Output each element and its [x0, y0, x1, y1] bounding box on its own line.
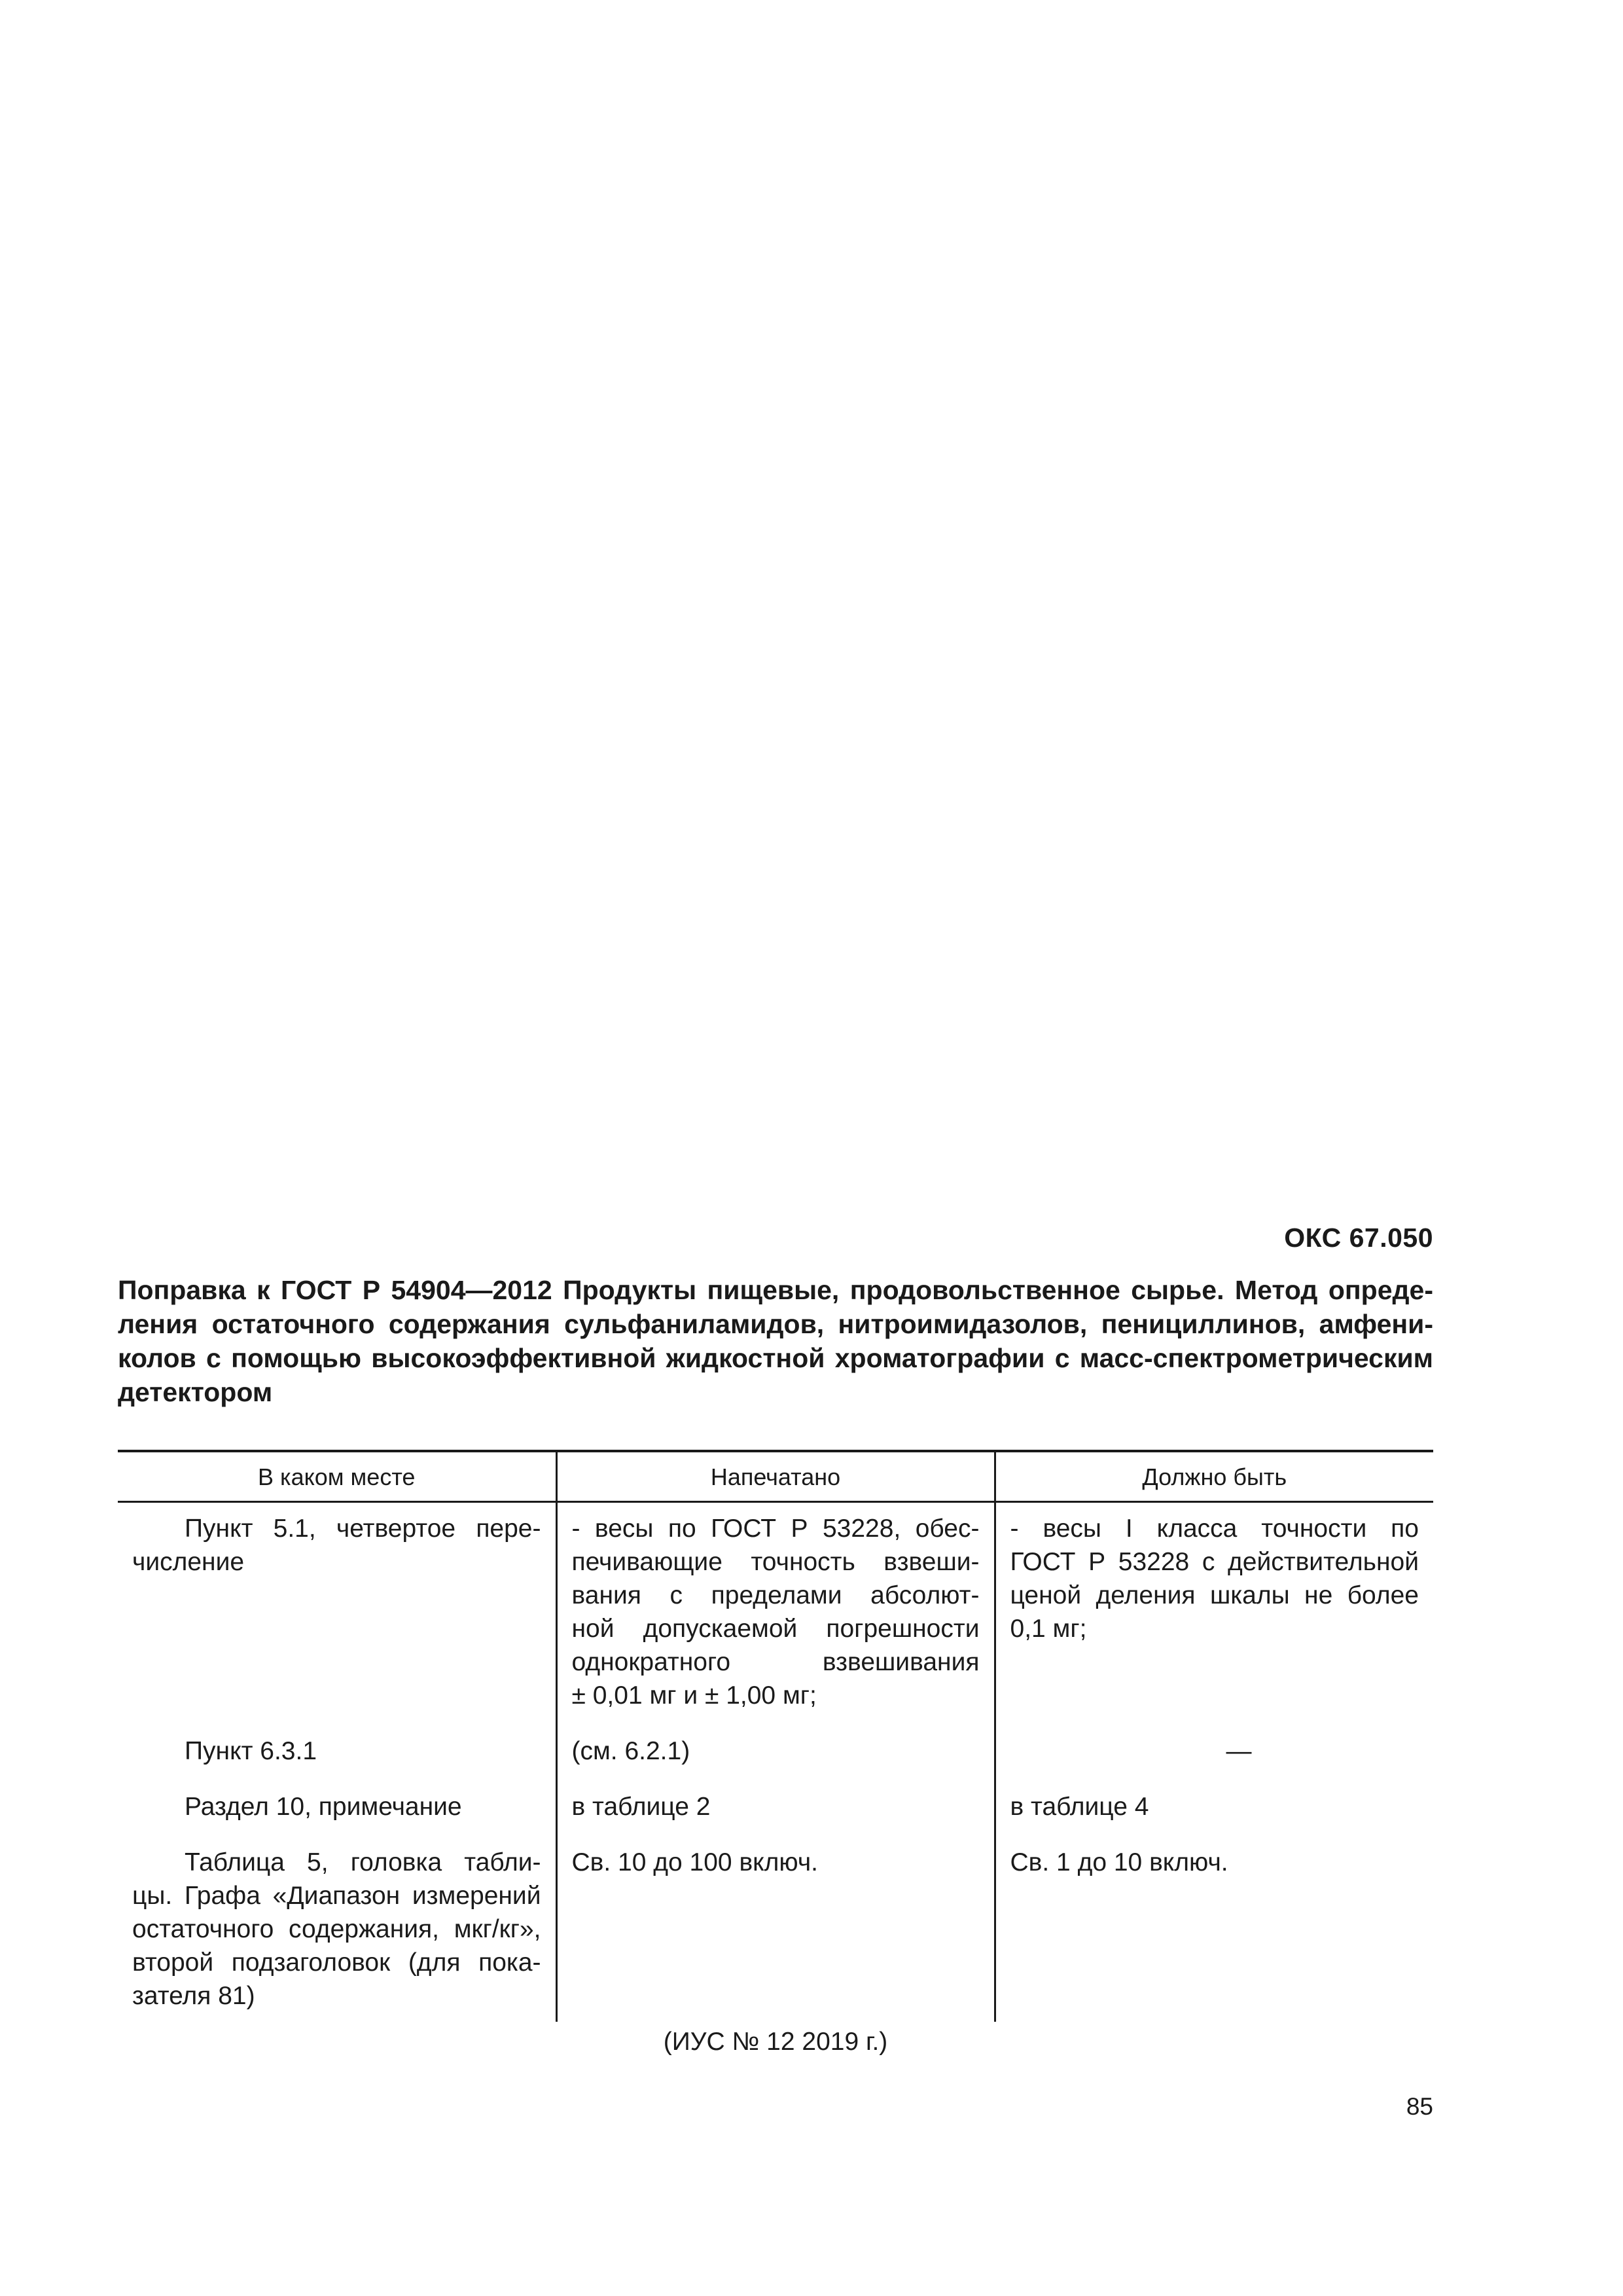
cell-should-be	[995, 1502, 1433, 1727]
cell-line: Св. 1 до 10 включ.	[1010, 1848, 1228, 1876]
cell-line: в таблице 2	[571, 1793, 711, 1821]
title-line: детектором	[118, 1377, 273, 1407]
correction-table	[118, 1450, 1433, 2022]
cell-line: (см. 6.2.1)	[571, 1737, 690, 1765]
cell-line: 0,1 мг;	[1010, 1615, 1087, 1643]
cell-line: ± 0,01 мг и ± 1,00 мг;	[571, 1681, 817, 1710]
cell-line: в таблице 4	[1010, 1793, 1149, 1821]
column-header-should-be: Должно быть	[995, 1451, 1433, 1502]
cell-line: ценой деления шкалы не более	[1010, 1581, 1419, 1609]
table-row	[118, 1727, 1433, 1782]
page-number: 85	[1406, 2093, 1433, 2120]
cell-place	[118, 1838, 556, 2022]
cell-line: печивающие точность взвеши-	[571, 1548, 980, 1576]
cell-line: Св. 10 до 100 включ.	[571, 1848, 818, 1876]
cell-printed	[556, 1502, 995, 1727]
cell-line: Раздел 10, примечание	[185, 1793, 462, 1821]
cell-line: - весы по ГОСТ Р 53228, обес-	[571, 1515, 980, 1543]
cell-should-be	[995, 1838, 1433, 2022]
column-header-printed: Напечатано	[556, 1451, 995, 1502]
column-header-place: В каком месте	[118, 1451, 556, 1502]
table-header-row	[118, 1451, 1433, 1502]
cell-line: Пункт 6.3.1	[185, 1737, 317, 1765]
oks-code: ОКС 67.050	[1284, 1223, 1433, 1253]
cell-line: - весы I класса точности по	[1010, 1515, 1419, 1543]
cell-line: Таблица 5, головка табли-	[185, 1848, 541, 1876]
cell-should-be	[995, 1727, 1433, 1782]
cell-place	[118, 1782, 556, 1838]
cell-line: второй подзаголовок (для пока-	[132, 1948, 541, 1977]
cell-line: однократного взвешивания	[571, 1648, 980, 1676]
title-line: ления остаточного содержания сульфаниламидов, нитроимидазолов, пенициллинов, амфени-	[118, 1309, 1433, 1339]
table-row	[118, 1782, 1433, 1838]
cell-place	[118, 1502, 556, 1727]
table-row	[118, 1838, 1433, 2022]
cell-line: ной допускаемой погрешности	[571, 1615, 980, 1643]
document-title	[118, 1273, 1433, 1409]
cell-line: ГОСТ Р 53228 с действительной	[1010, 1548, 1419, 1576]
cell-line: остаточного содержания, мкг/кг»,	[132, 1915, 541, 1943]
cell-should-be	[995, 1782, 1433, 1838]
title-line: колов с помощью высокоэффективной жидкостной хроматографии с масс-спектрометрическим	[118, 1343, 1433, 1373]
table-row	[118, 1502, 1433, 1727]
ius-reference: (ИУС № 12 2019 г.)	[663, 2028, 888, 2056]
cell-line: —	[1226, 1737, 1252, 1765]
cell-printed	[556, 1838, 995, 2022]
cell-printed	[556, 1727, 995, 1782]
cell-line: вания с пределами абсолют-	[571, 1581, 980, 1609]
cell-printed	[556, 1782, 995, 1838]
cell-line: числение	[132, 1548, 245, 1576]
cell-place	[118, 1727, 556, 1782]
title-line: Поправка к ГОСТ Р 54904—2012 Продукты пищевые, продовольственное сырье. Метод опреде-	[118, 1275, 1433, 1305]
cell-line: зателя 81)	[132, 1982, 255, 2010]
cell-line: Пункт 5.1, четвертое пере-	[185, 1515, 541, 1543]
cell-line: цы. Графа «Диапазон измерений	[132, 1882, 541, 1910]
